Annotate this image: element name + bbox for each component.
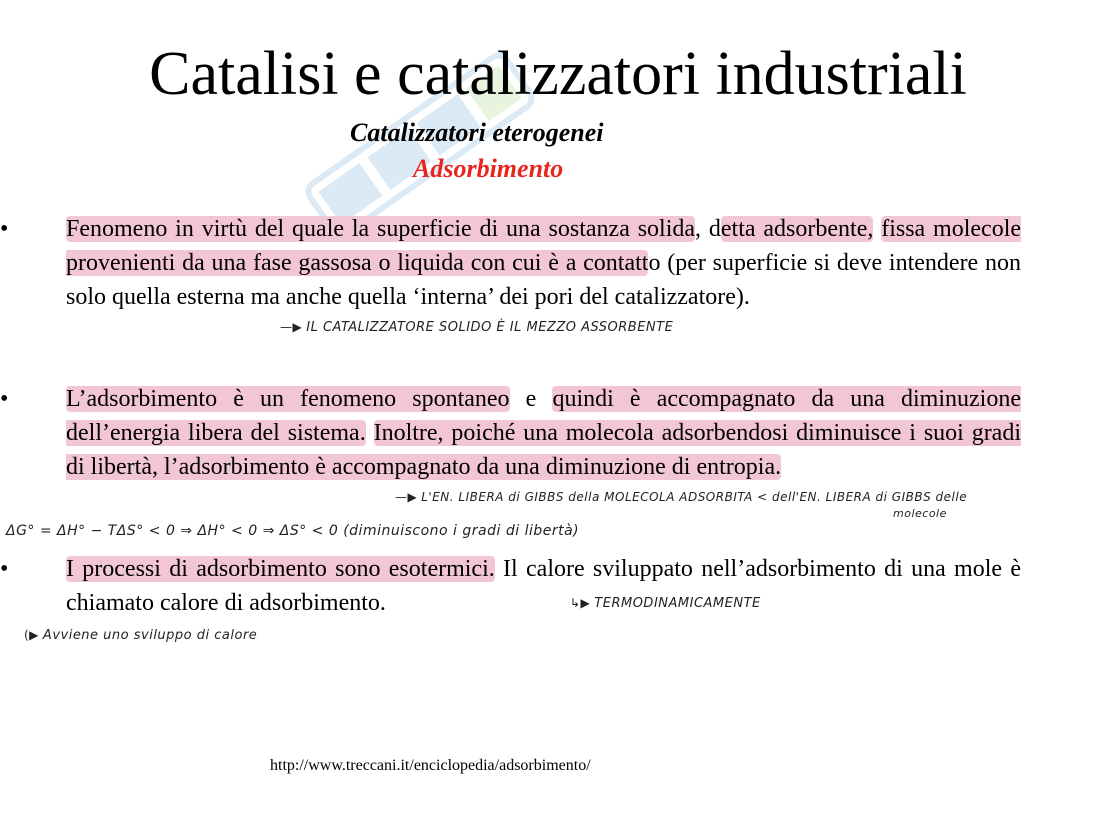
arrow-icon: —▶ — [280, 320, 303, 334]
text-3a: Il calore sviluppato nell’adsorbimento di una mole è chiamato calore di adsorbimento. — [66, 556, 1021, 616]
highlight-2b: quindi è accompagnato da una diminuzione dell’energia libera del sistema. — [66, 386, 1021, 446]
handwritten-note-2b: molecole — [893, 507, 947, 520]
paragraph-3 — [66, 552, 1021, 620]
text-1a: , d — [695, 216, 721, 242]
slide-title: Catalisi e catalizzatori industriali — [149, 40, 967, 108]
handwritten-note-1: —▶ IL CATALIZZATORE SOLIDO È IL MEZZO ASSORBENTE — [280, 320, 674, 335]
arrow-icon: —▶ — [395, 490, 418, 504]
highlight-3a: I processi di adsorbimento sono esotermici. — [66, 556, 495, 582]
footer-source-url[interactable]: http://www.treccani.it/enciclopedia/adsorbimento/ — [270, 757, 591, 774]
highlight-1b: etta adsorbente, — [720, 216, 874, 242]
handwritten-note-3: ΔG° = ΔH° − TΔS° < 0 ⇒ ΔH° < 0 ⇒ ΔS° < 0 (diminuiscono i gradi di libertà) — [6, 523, 580, 539]
arrow-icon: ↳▶ — [570, 596, 591, 610]
bullet-2-marker: • — [0, 386, 9, 412]
bullet-3-marker: • — [0, 556, 9, 582]
handwritten-note-2: —▶ L'EN. LIBERA di GIBBS della MOLECOLA ADSORBITA < dell'EN. LIBERA di GIBBS delle — [395, 490, 968, 504]
handwritten-note-4: ↳▶ TERMODINAMICAMENTE — [570, 596, 761, 611]
highlight-1c: fissa molecole provenienti da una fase gassosa o liquida con cui è a contatt — [66, 216, 1022, 276]
paragraph-2: L’adsorbimento è un fenomeno spontaneo e quindi è accompagnato da una diminuzione dell’energia libera del sistema. Inoltre, poiché una molecola adsorbendosi diminuisce i suoi gradi di libertà, l’adsorbimento è accompagnato da una diminuzione di entropia. — [66, 386, 1022, 480]
paragraph-1 — [66, 212, 1021, 314]
section-heading: Adsorbimento — [413, 154, 564, 183]
highlight-1a: Fenomeno in virtù del quale la superficie di una sostanza solida — [66, 216, 696, 242]
highlight-2a: L’adsorbimento è un fenomeno spontaneo — [66, 386, 510, 412]
arrow-icon: (▶ — [24, 628, 39, 642]
text-1b: o (per superficie si deve intendere non solo quella esterna ma anche quella ‘interna’ dei pori del catalizzatore). — [66, 250, 1021, 310]
highlight-2c: Inoltre, poiché una molecola adsorbendosi diminuisce i suoi gradi di libertà, l’adsorbimento è accompagnato da una diminuzione di entropia. — [66, 420, 1022, 480]
bullet-1-marker: • — [0, 216, 9, 242]
handwritten-note-5: (▶ Avviene uno sviluppo di calore — [24, 628, 258, 643]
slide-subtitle: Catalizzatori eterogenei — [350, 118, 604, 147]
